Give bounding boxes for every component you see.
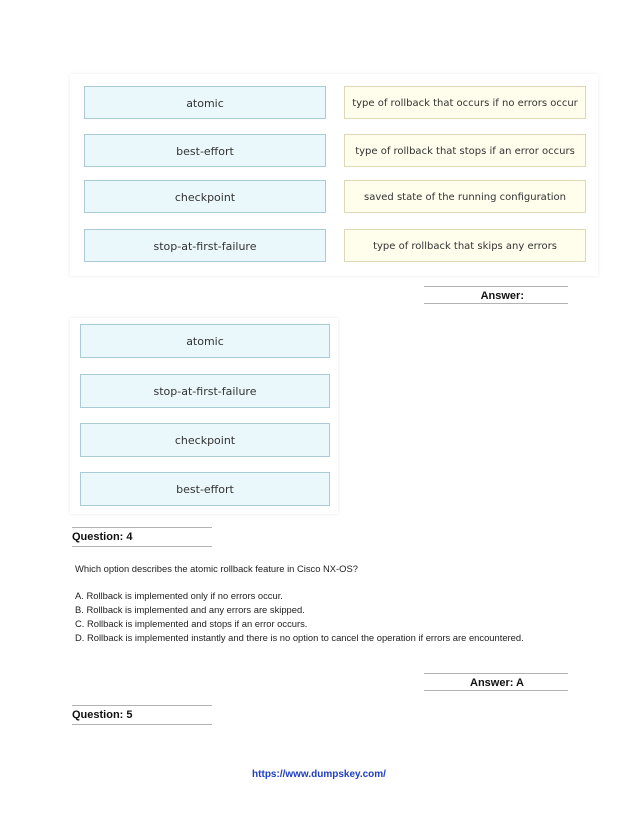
question-4-heading: Question: 4 <box>72 527 212 547</box>
drag-item-checkpoint[interactable]: checkpoint <box>84 180 326 213</box>
footer-link[interactable]: https://www.dumpskey.com/ <box>252 769 386 780</box>
target-stops-on-error[interactable]: type of rollback that stops if an error occurs <box>344 134 586 167</box>
answer-item-1: atomic <box>80 324 330 358</box>
option-d: D. Rollback is implemented instantly and there is no option to cancel the operation if errors are encountered. <box>75 632 524 643</box>
question-4-answer: Answer: A <box>424 673 568 691</box>
target-no-errors[interactable]: type of rollback that occurs if no errors occur <box>344 86 586 119</box>
target-saved-state[interactable]: saved state of the running configuration <box>344 180 586 213</box>
question-5-heading: Question: 5 <box>72 705 212 725</box>
answer-panel <box>70 318 338 514</box>
answer-label: Answer: <box>424 286 568 304</box>
option-a: A. Rollback is implemented only if no errors occur. <box>75 590 283 601</box>
question-4-text: Which option describes the atomic rollback feature in Cisco NX-OS? <box>75 563 358 574</box>
answer-item-3: checkpoint <box>80 423 330 457</box>
answer-item-4: best-effort <box>80 472 330 506</box>
drag-item-best-effort[interactable]: best-effort <box>84 134 326 167</box>
option-c: C. Rollback is implemented and stops if an error occurs. <box>75 618 308 629</box>
target-skips-errors[interactable]: type of rollback that skips any errors <box>344 229 586 262</box>
drag-drop-panel <box>70 74 598 276</box>
option-b: B. Rollback is implemented and any errors are skipped. <box>75 604 305 615</box>
drag-item-atomic[interactable]: atomic <box>84 86 326 119</box>
answer-item-2: stop-at-first-failure <box>80 374 330 408</box>
drag-item-stop-at-first-failure[interactable]: stop-at-first-failure <box>84 229 326 262</box>
